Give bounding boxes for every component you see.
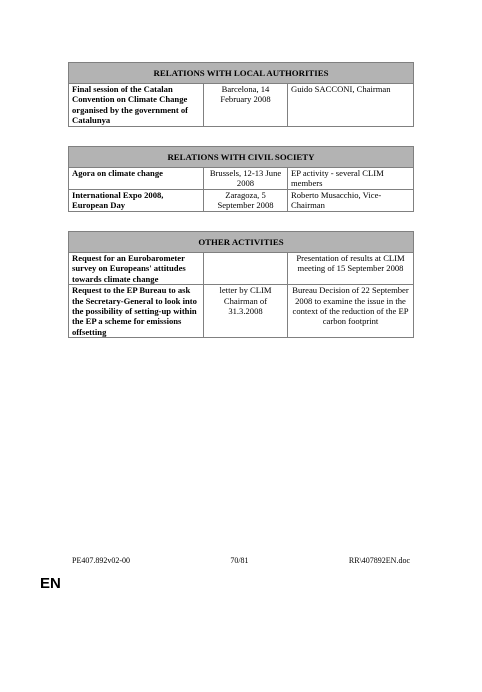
activity-cell: Agora on climate change (69, 168, 204, 190)
participant-cell: Guido SACCONI, Chairman (288, 84, 414, 127)
section-title: RELATIONS WITH CIVIL SOCIETY (69, 147, 414, 168)
table-other-activities (68, 231, 414, 338)
participant-cell: EP activity - several CLIM members (288, 168, 414, 190)
section-title: OTHER ACTIVITIES (69, 232, 414, 253)
activity-cell: Request to the EP Bureau to ask the Secretary-General to look into the possibility of setting-up within the EP a scheme for emissions offsetting (69, 285, 204, 338)
table-row (69, 84, 414, 127)
document-reference: PE407.892v02-00 (72, 556, 130, 565)
file-name: RR\407892EN.doc (348, 556, 410, 565)
participant-cell: Presentation of results at CLIM meeting of 15 September 2008 (288, 253, 414, 285)
activity-cell: Request for an Eurobarometer survey on Europeans' attitudes towards climate change (69, 253, 204, 285)
place-date-cell (204, 253, 288, 285)
table-row (69, 253, 414, 285)
table-row (69, 168, 414, 190)
place-date-cell: Zaragoza, 5 September 2008 (204, 190, 288, 212)
table-row (69, 190, 414, 212)
participant-cell: Roberto Musacchio, Vice-Chairman (288, 190, 414, 212)
page-number: 70/81 (230, 556, 249, 565)
table-civil-society (68, 146, 414, 212)
table-local-authorities (68, 62, 414, 127)
language-code: EN (40, 575, 61, 592)
participant-cell: Bureau Decision of 22 September 2008 to examine the issue in the context of the reduction of the EP carbon footprint (288, 285, 414, 338)
place-date-cell: Brussels, 12-13 June 2008 (204, 168, 288, 190)
page-footer (72, 556, 410, 565)
place-date-cell: Barcelona, 14 February 2008 (204, 84, 288, 127)
activity-cell: Final session of the Catalan Convention on Climate Change organised by the government of Catalunya (69, 84, 204, 127)
activity-cell: International Expo 2008, European Day (69, 190, 204, 212)
place-date-cell: letter by CLIM Chairman of 31.3.2008 (204, 285, 288, 338)
table-row (69, 285, 414, 338)
section-title: RELATIONS WITH LOCAL AUTHORITIES (69, 63, 414, 84)
